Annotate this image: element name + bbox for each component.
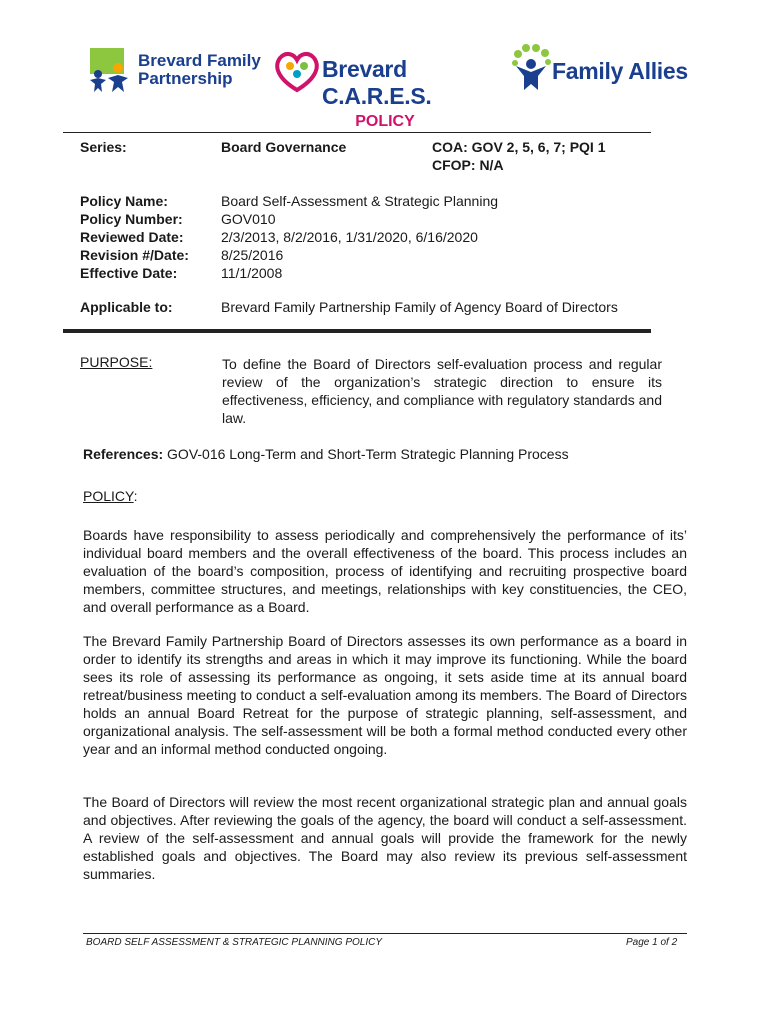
reviewed-date-value: 2/3/2013, 8/2/2016, 1/31/2020, 6/16/2020 (221, 229, 478, 245)
policy-heading-colon: : (133, 488, 138, 504)
bfp-logo-line1: Brevard Family (138, 51, 261, 70)
family-allies-logo (510, 44, 690, 96)
series-label: Series: (80, 139, 127, 155)
series-value: Board Governance (221, 139, 347, 155)
field-labels (80, 192, 210, 282)
title-rule (63, 132, 651, 133)
policy-heading: POLICY (83, 488, 134, 504)
field-label: Reviewed Date: (80, 229, 184, 245)
cares-logo-text: Brevard C.A.R.E.S. (322, 56, 432, 109)
revision-date-value: 8/25/2016 (221, 247, 284, 263)
policy-paragraph-2: The Brevard Family Partnership Board of Directors assesses its own performance as a board in order to identify its strengths and areas in which it may improve its functioning. While the board sees its role of assessing its performance as ongoing, it sets aside time at its annual board retreat/business meeting to conduct a self-evaluation among its members. The Board of Directors holds an annual Board Retreat for the purpose of strategic planning, self-assessment, and organizational analysis. The self-assessment will be both a formal method conducted every other year and an informal method conducted ongoing. (83, 633, 687, 757)
bfp-logo-line2: Partnership (138, 69, 233, 88)
references-text: GOV-016 Long-Term and Short-Term Strategic Planning Process (163, 446, 569, 462)
page-number: Page 1 of 2 (626, 937, 678, 948)
purpose-text: To define the Board of Directors self-evaluation process and regular review of the organization’s strategic direction to ensure its effectiveness, efficiency, and compliance with regulatory standards and law. (222, 356, 662, 426)
field-label: Effective Date: (80, 265, 178, 281)
policy-name-value: Board Self-Assessment & Strategic Planning (221, 193, 499, 209)
brevard-cares-logo (272, 46, 498, 109)
policy-number-value: GOV010 (221, 211, 276, 227)
field-label: Policy Number: (80, 211, 183, 227)
effective-date-value: 11/1/2008 (221, 265, 283, 281)
cfop-value: CFOP: N/A (432, 157, 504, 173)
hearts-people-icon (272, 46, 322, 94)
field-label: Revision #/Date: (80, 247, 189, 263)
section-rule (63, 329, 651, 333)
footer-title: BOARD SELF ASSESSMENT & STRATEGIC PLANNING POLICY (86, 937, 382, 948)
tree-person-icon (510, 44, 554, 94)
purpose-heading: PURPOSE: (80, 354, 153, 370)
brevard-family-partnership-logo (86, 46, 266, 96)
policy-paragraph-1: Boards have responsibility to assess periodically and comprehensively the performance of its’ individual board members and the overall effectiveness of the board. This process includes an evaluation of the board’s composition, process of identifying and recruiting prospective board members, committee structures, and meetings, relationships with key constituencies, the CEO, and overall performance as a Board. (83, 527, 687, 615)
document-title: POLICY (355, 113, 415, 130)
applicable-label: Applicable to: (80, 299, 173, 315)
family-figures-icon (86, 48, 134, 94)
policy-heading-line (83, 487, 137, 505)
applicable-value: Brevard Family Partnership Family of Agency Board of Directors (221, 299, 618, 315)
field-label: Policy Name: (80, 193, 168, 209)
allies-logo-text: Family Allies (552, 58, 688, 84)
field-values (221, 192, 641, 282)
footer-rule (83, 933, 687, 934)
references-label: References: (83, 446, 164, 462)
policy-paragraph-3: The Board of Directors will review the most recent organizational strategic plan and annual goals and objectives. After reviewing the goals of the agency, the board will conduct a self-assessment. A review of the self-assessment and annual goals will provide the framework for the newly established goals and objectives. The Board may also review its previous self-assessment summaries. (83, 794, 687, 882)
references-line (83, 445, 673, 463)
coa-value: COA: GOV 2, 5, 6, 7; PQI 1 (432, 139, 606, 155)
